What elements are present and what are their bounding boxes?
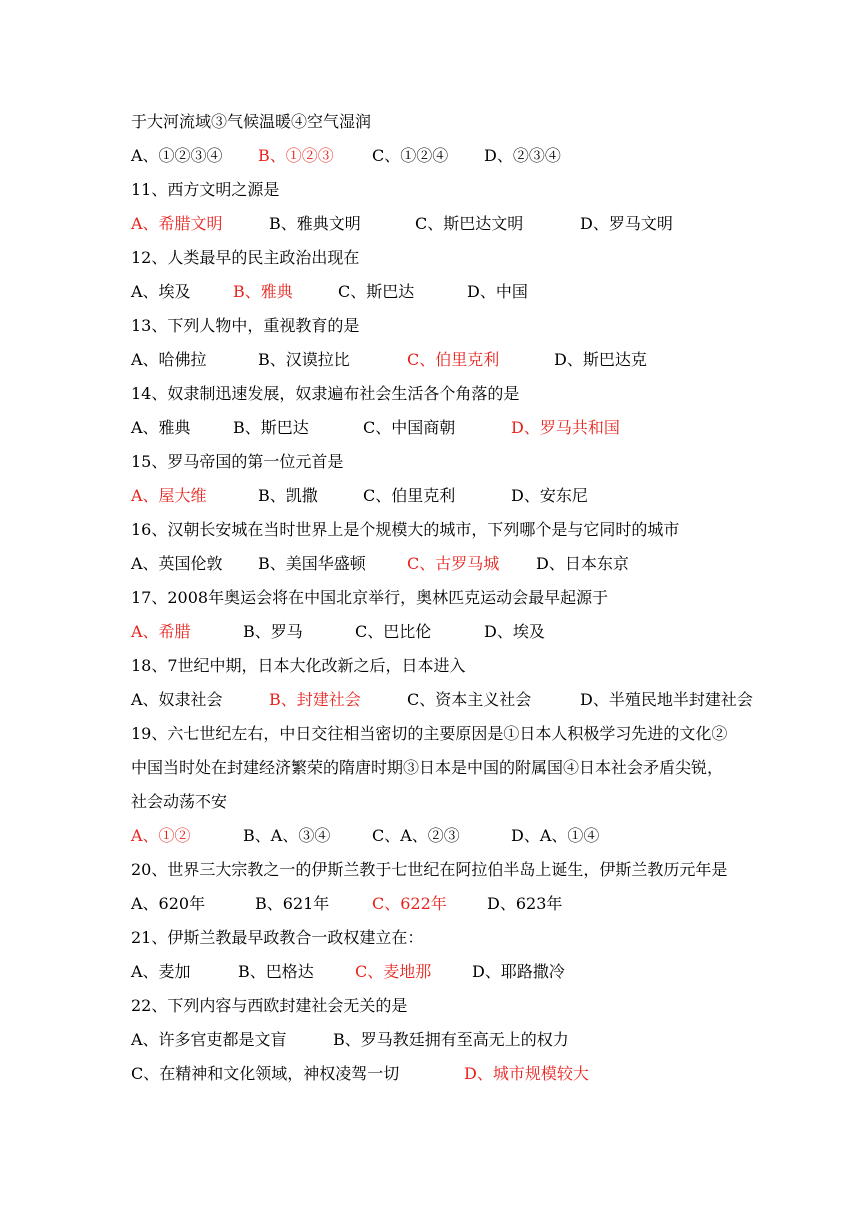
question-text: 12、人类最早的民主政治出现在 — [131, 248, 360, 267]
answer-option: D、中国 — [467, 282, 528, 301]
question-text: 15、罗马帝国的第一位元首是 — [131, 452, 344, 471]
answer-option: D、半殖民地半封建社会 — [580, 690, 753, 709]
answer-option: D、罗马文明 — [580, 214, 673, 233]
correct-answer-option: D、罗马共和国 — [511, 418, 620, 437]
answer-option: D、A、①④ — [511, 826, 600, 845]
answer-option: C、斯巴达 — [338, 282, 415, 301]
correct-answer-option: C、古罗马城 — [407, 554, 500, 573]
answer-option: D、埃及 — [484, 622, 545, 641]
answer-option: B、凯撒 — [258, 486, 318, 505]
answer-option: A、英国伦敦 — [131, 554, 223, 573]
answer-option: A、埃及 — [131, 282, 191, 301]
correct-answer-option: C、622年 — [372, 894, 447, 913]
correct-answer-option: D、城市规模较大 — [464, 1064, 589, 1083]
answer-option: D、②③④ — [484, 146, 561, 165]
answer-option: C、①②④ — [372, 146, 449, 165]
question-text: 社会动荡不安 — [131, 792, 228, 811]
answer-option: D、623年 — [487, 894, 563, 913]
question-text: 中国当时处在封建经济繁荣的隋唐时期③日本是中国的附属国④日本社会矛盾尖锐， — [131, 758, 724, 777]
answer-option: D、耶路撒冷 — [472, 962, 565, 981]
correct-answer-option: A、①② — [131, 826, 191, 845]
correct-answer-option: C、伯里克利 — [407, 350, 500, 369]
question-text: 21、伊斯兰教最早政教合一政权建立在： — [131, 928, 424, 947]
answer-option: C、资本主义社会 — [407, 690, 532, 709]
answer-option: D、安东尼 — [511, 486, 588, 505]
question-text: 17、2008年奥运会将在中国北京举行，奥林匹克运动会最早起源于 — [131, 588, 609, 607]
question-text: 20、世界三大宗教之一的伊斯兰教于七世纪在阿拉伯半岛上诞生，伊斯兰教历元年是 — [131, 860, 728, 879]
answer-option: B、621年 — [255, 894, 330, 913]
question-text: 19、六七世纪左右，中日交往相当密切的主要原因是①日本人积极学习先进的文化② — [131, 724, 728, 743]
answer-option: C、在精神和文化领域，神权凌驾一切 — [131, 1064, 400, 1083]
answer-option: D、斯巴达克 — [554, 350, 647, 369]
answer-option: C、中国商朝 — [363, 418, 456, 437]
answer-option: B、雅典文明 — [269, 214, 361, 233]
correct-answer-option: B、雅典 — [233, 282, 293, 301]
answer-option: B、A、③④ — [243, 826, 331, 845]
answer-option: C、伯里克利 — [363, 486, 456, 505]
correct-answer-option: B、①②③ — [258, 146, 334, 165]
answer-option: B、美国华盛顿 — [258, 554, 366, 573]
question-text: 于大河流域③气候温暖④空气湿润 — [131, 112, 372, 131]
answer-option: B、巴格达 — [238, 962, 314, 981]
question-text: 16、汉朝长安城在当时世界上是个规模大的城市，下列哪个是与它同时的城市 — [131, 520, 680, 539]
answer-option: C、A、②③ — [372, 826, 460, 845]
question-text: 13、下列人物中，重视教育的是 — [131, 316, 360, 335]
question-text: 14、奴隶制迅速发展，奴隶遍布社会生活各个角落的是 — [131, 384, 520, 403]
question-text: 22、下列内容与西欧封建社会无关的是 — [131, 996, 408, 1015]
answer-option: B、罗马 — [243, 622, 303, 641]
answer-option: D、日本东京 — [536, 554, 629, 573]
answer-option: A、①②③④ — [131, 146, 223, 165]
answer-option: A、许多官吏都是文盲 — [131, 1030, 287, 1049]
answer-option: B、斯巴达 — [233, 418, 309, 437]
correct-answer-option: A、希腊 — [131, 622, 191, 641]
answer-option: B、汉谟拉比 — [258, 350, 350, 369]
correct-answer-option: B、封建社会 — [269, 690, 361, 709]
answer-option: C、巴比伦 — [355, 622, 432, 641]
answer-option: C、斯巴达文明 — [415, 214, 524, 233]
answer-option: A、哈佛拉 — [131, 350, 207, 369]
answer-option: A、麦加 — [131, 962, 191, 981]
correct-answer-option: A、屋大维 — [131, 486, 207, 505]
correct-answer-option: A、希腊文明 — [131, 214, 223, 233]
question-text: 11、西方文明之源是 — [131, 180, 280, 199]
answer-option: B、罗马教廷拥有至高无上的权力 — [333, 1030, 569, 1049]
question-text: 18、7世纪中期，日本大化改新之后，日本进入 — [131, 656, 466, 675]
answer-option: A、奴隶社会 — [131, 690, 223, 709]
answer-option: A、620年 — [131, 894, 206, 913]
answer-option: A、雅典 — [131, 418, 191, 437]
correct-answer-option: C、麦地那 — [355, 962, 432, 981]
